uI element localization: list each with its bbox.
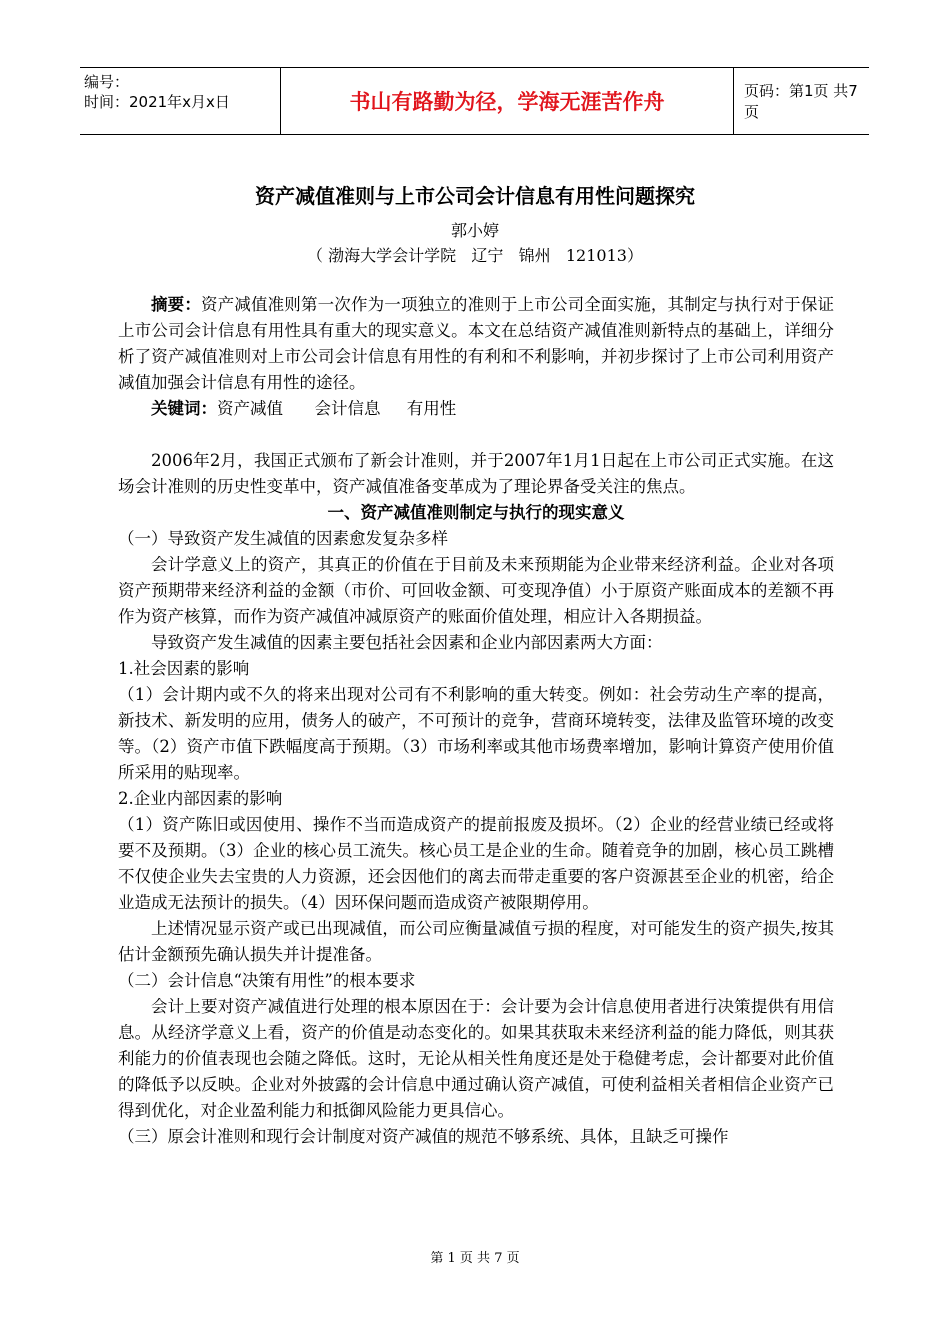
paragraph-3: 上述情况显示资产或已出现减值，而公司应衡量减值亏损的程度，对可能发生的资产损失,按其估计金额预先确认损失并计提准备。 <box>118 919 834 964</box>
abstract-label: 摘要： <box>151 295 201 314</box>
article-affiliation: （ 渤海大学会计学院 辽宁 锦州 121013） <box>307 246 643 265</box>
item2-text: （1）资产陈旧或因使用、操作不当而造成资产的提前报废及损坏。（2）企业的经营业绩已经或将要不及预期。（3）企业的核心员工流失。核心员工是企业的生命。随着竞争的加剧，核心员工跳槽不仅使企业失去宝贵的人力资源，还会因他们的离去而带走重要的客户资源甚至企业的机密，给企业造成无法预计的损失。（4）因环保问题而造成资产被限期停用。 <box>118 815 834 912</box>
intro-paragraph: 2006年2月，我国正式颁布了新会计准则，并于2007年1月1日起在上市公司正式实施。在这场会计准则的历史性变革中，资产减值准备变革成为了理论界备受关注的焦点。 <box>118 451 834 496</box>
paragraph-2: 导致资产发生减值的因素主要包括社会因素和企业内部因素两大方面： <box>151 633 663 652</box>
item2-title: 2.企业内部因素的影响 <box>118 789 283 808</box>
header-page-label: 页码：第1页 共7页 <box>744 82 858 121</box>
item1-text: （1）会计期内或不久的将来出现对公司有不利影响的重大转变。例如：社会劳动生产率的提高，新技术、新发明的应用，债务人的破产，不可预计的竞争，营商环境转变，法律及监管环境的改变等。（2）资产市值下跌幅度高于预期。（3）市场利率或其他市场费率增加，影响计算资产使用价值所采用的贴现率。 <box>118 685 834 782</box>
section1-title: 一、资产减值准则制定与执行的现实意义 <box>327 503 625 522</box>
article-body <box>118 292 834 1150</box>
keywords-text: 资产减值 会计信息 有用性 <box>217 399 457 418</box>
header-motto: 书山有路勤为径，学海无涯苦作舟 <box>280 68 734 134</box>
header-meta <box>80 68 280 134</box>
paragraph-1: 会计学意义上的资产，其真正的价值在于目前及未来预期能为企业带来经济利益。企业对各项资产预期带来经济利益的金额（市价、可回收金额、可变现净值）小于原资产账面成本的差额不再作为资产核算，而作为资产减值冲减原资产的账面价值处理，相应计入各期损益。 <box>118 555 834 626</box>
article-title: 资产减值准则与上市公司会计信息有用性问题探究 <box>255 184 695 208</box>
article-author: 郭小婷 <box>450 221 499 240</box>
abstract <box>118 292 834 396</box>
sub2-title: （二）会计信息“决策有用性”的根本要求 <box>118 971 416 990</box>
keywords <box>118 396 834 422</box>
time-label: 时间：2021年x月x日 <box>84 93 230 111</box>
sub3-title: （三）原会计准则和现行会计制度对资产减值的规范不够系统、具体，且缺乏可操作 <box>118 1127 729 1146</box>
header-table <box>80 67 869 135</box>
page-footer: 第 1 页 共 7 页 <box>430 1251 520 1266</box>
paragraph-4: 会计上要对资产减值进行处理的根本原因在于：会计要为会计信息使用者进行决策提供有用信息。从经济学意义上看，资产的价值是动态变化的。如果其获取未来经济利益的能力降低，则其获利能力的价值表现也会随之降低。这时，无论从相关性角度还是处于稳健考虑，会计都要对此价值的降低予以反映。企业对外披露的会计信息中通过确认资产减值，可使利益相关者相信企业资产已得到优化，对企业盈利能力和抵御风险能力更具信心。 <box>118 997 834 1120</box>
code-label: 编号： <box>84 73 130 91</box>
item1-title: 1.社会因素的影响 <box>118 659 250 678</box>
abstract-text: 资产减值准则第一次作为一项独立的准则于上市公司全面实施，其制定与执行对于保证上市公司会计信息有用性具有重大的现实意义。本文在总结资产减值准则新特点的基础上，详细分析了资产减值准则对上市公司会计信息有用性的有利和不利影响，并初步探讨了上市公司利用资产减值加强会计信息有用性的途径。 <box>118 295 835 392</box>
sub1-title: （一）导致资产发生减值的因素愈发复杂多样 <box>118 529 448 548</box>
keywords-label: 关键词： <box>151 399 217 418</box>
